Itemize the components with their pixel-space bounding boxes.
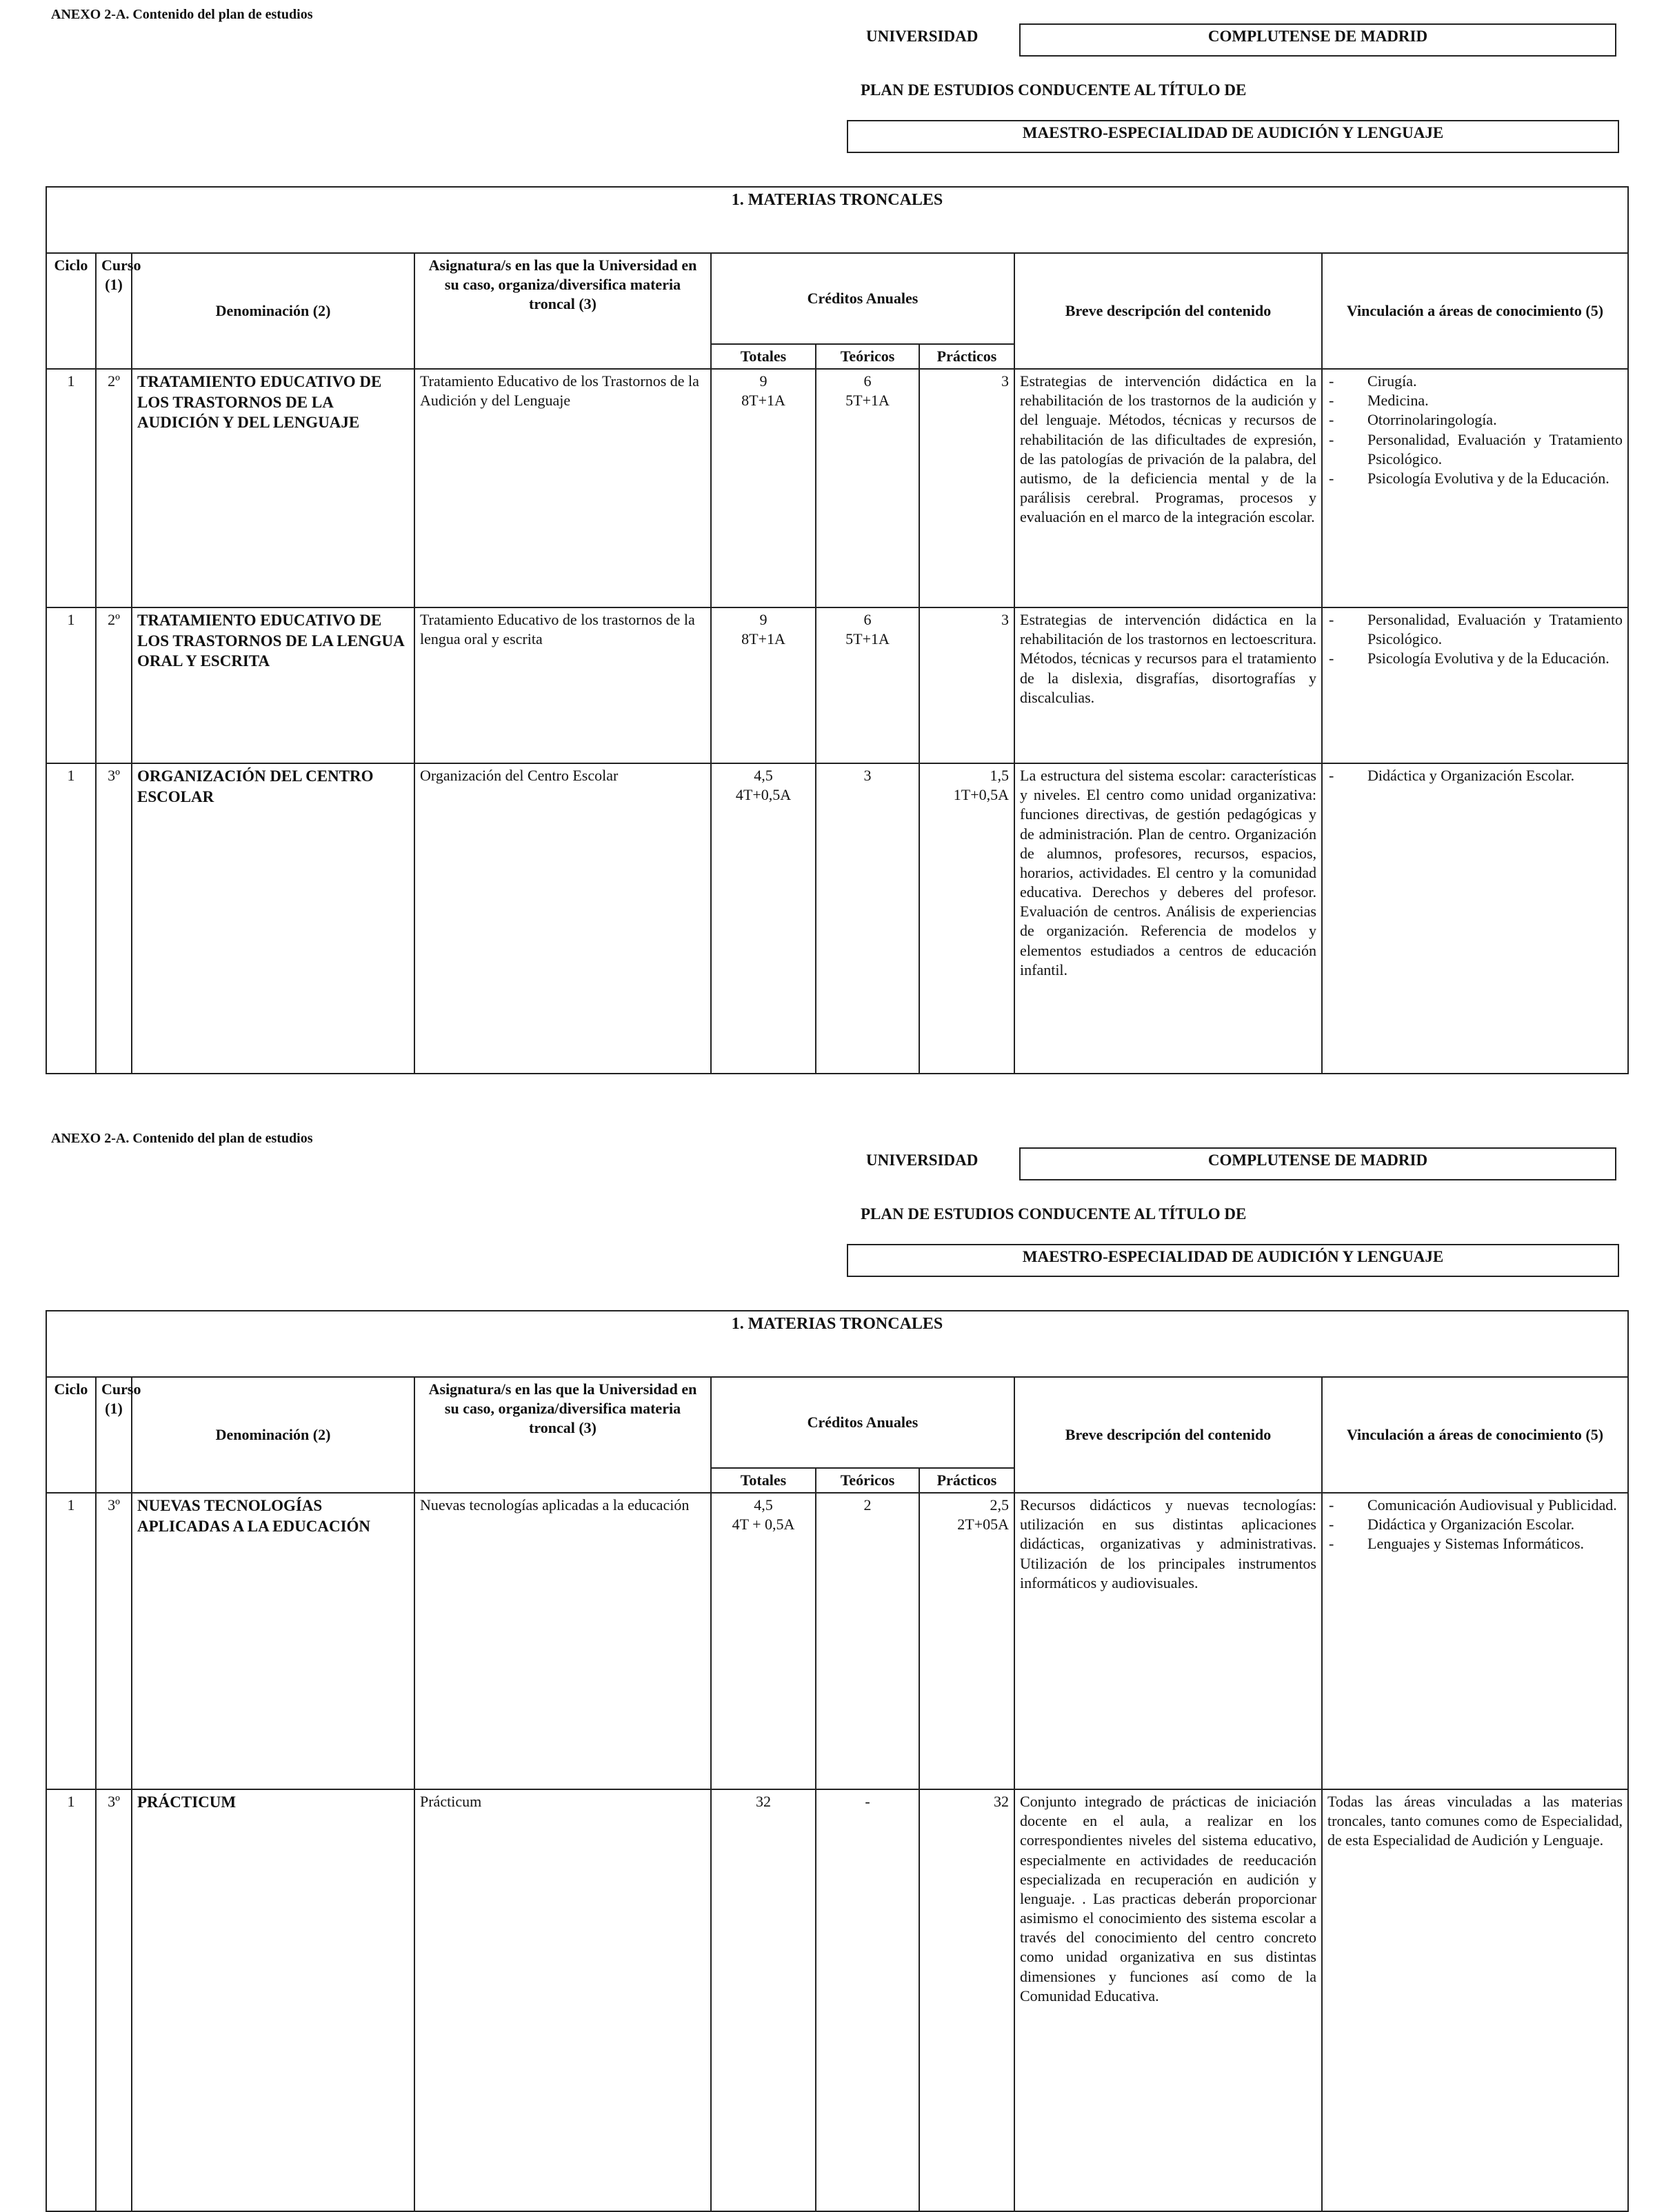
teoricos-value: 6	[863, 611, 872, 629]
university-box	[1019, 23, 1616, 57]
cell-ciclo: 1	[46, 763, 96, 1074]
cell-curso: 3º	[96, 1493, 132, 1789]
cell-denominacion: PRÁCTICUM	[132, 1789, 414, 2211]
materias-table	[46, 1310, 1629, 2212]
practicos-detail: 2T+05A	[957, 1516, 1009, 1534]
cell-curso: 2º	[96, 607, 132, 763]
teoricos-detail: 5T+1A	[845, 630, 890, 648]
teoricos-value: -	[865, 1793, 870, 1811]
totales-detail: 8T+1A	[741, 392, 785, 410]
plan-label: PLAN DE ESTUDIOS CONDUCENTE AL TÍTULO DE	[861, 81, 1247, 99]
totales-detail: 4T+0,5A	[735, 786, 792, 804]
practicos-detail: 1T+0,5A	[953, 786, 1009, 804]
area-item: - Personalidad, Evaluación y Tratamiento Psicológico.	[1327, 430, 1623, 469]
area-item: - Psicología Evolutiva y de la Educación.	[1327, 649, 1623, 668]
cell-totales	[711, 763, 816, 1074]
col-denominacion: Denominación (2)	[132, 253, 414, 369]
cell-curso: 2º	[96, 369, 132, 607]
cell-totales	[711, 369, 816, 607]
degree-box	[847, 120, 1619, 153]
page-1	[0, 0, 1655, 1076]
degree-name: MAESTRO-ESPECIALIDAD DE AUDICIÓN Y LENGUAJE	[1022, 124, 1444, 141]
cell-curso: 3º	[96, 1789, 132, 2211]
area-item: - Medicina.	[1327, 391, 1623, 410]
totales-detail: 8T+1A	[741, 630, 785, 648]
cell-practicos	[919, 1493, 1014, 1789]
teoricos-detail: 5T+1A	[845, 392, 890, 410]
degree-box	[847, 1244, 1619, 1277]
totales-value: 9	[759, 611, 768, 629]
annex-title: ANEXO 2-A. Contenido del plan de estudios	[51, 7, 313, 22]
cell-teoricos	[816, 369, 919, 607]
cell-vinculacion	[1322, 763, 1628, 1074]
area-item: - Psicología Evolutiva y de la Educación.	[1327, 469, 1623, 488]
annex-title: ANEXO 2-A. Contenido del plan de estudios	[51, 1131, 313, 1146]
degree-name: MAESTRO-ESPECIALIDAD DE AUDICIÓN Y LENGUAJE	[1022, 1248, 1444, 1265]
table-row	[46, 1789, 1628, 2211]
totales-value: 4,5	[754, 1496, 773, 1514]
cell-vinculacion	[1322, 1493, 1628, 1789]
table-row	[46, 1493, 1628, 1789]
cell-totales	[711, 1789, 816, 2211]
table-row	[46, 369, 1628, 607]
cell-asignatura: Tratamiento Educativo de los trastornos de la lengua oral y escrita	[414, 607, 711, 763]
cell-asignatura: Tratamiento Educativo de los Trastornos de la Audición y del Lenguaje	[414, 369, 711, 607]
practicos-value: 32	[994, 1793, 1009, 1811]
col-descripcion: Breve descripción del contenido	[1014, 253, 1322, 369]
practicos-value: 3	[1001, 611, 1009, 629]
col-creditos: Créditos Anuales	[711, 253, 1014, 344]
cell-ciclo: 1	[46, 607, 96, 763]
totales-value: 4,5	[754, 767, 773, 785]
col-curso: Curso (1)	[96, 253, 132, 369]
practicos-value: 2,5	[990, 1496, 1009, 1514]
totales-detail: 4T + 0,5A	[732, 1516, 795, 1534]
col-teoricos: Teóricos	[816, 344, 919, 369]
teoricos-value: 3	[863, 767, 872, 785]
cell-denominacion: ORGANIZACIÓN DEL CENTRO ESCOLAR	[132, 763, 414, 1074]
cell-denominacion: NUEVAS TECNOLOGÍAS APLICADAS A LA EDUCACIÓN	[132, 1493, 414, 1789]
col-practicos: Prácticos	[919, 344, 1014, 369]
practicos-value: 3	[1001, 372, 1009, 390]
section-title: 1. MATERIAS TRONCALES	[46, 1311, 1628, 1377]
cell-teoricos	[816, 1493, 919, 1789]
cell-practicos	[919, 369, 1014, 607]
cell-ciclo: 1	[46, 1789, 96, 2211]
cell-practicos	[919, 763, 1014, 1074]
cell-descripcion: Estrategias de intervención didáctica en la rehabilitación de los trastornos en lectoescritura. Métodos, técnicas y recursos para el tratamiento de la dislexia, disgrafías, disortografías y discalculias.	[1014, 607, 1322, 763]
cell-practicos	[919, 1789, 1014, 2211]
col-curso: Curso (1)	[96, 1377, 132, 1493]
totales-value: 32	[756, 1793, 771, 1811]
section-title: 1. MATERIAS TRONCALES	[46, 187, 1628, 253]
cell-vinculacion: Todas las áreas vinculadas a las materias troncales, tanto comunes como de Especialidad, de esta Especialidad de Audición y Lenguaje.	[1322, 1789, 1628, 2211]
cell-vinculacion	[1322, 369, 1628, 607]
cell-totales	[711, 1493, 816, 1789]
col-asignaturas: Asignatura/s en las que la Universidad en su caso, organiza/diversifica materia troncal (3)	[414, 1377, 711, 1493]
area-list	[1327, 1496, 1623, 1554]
col-teoricos: Teóricos	[816, 1468, 919, 1493]
university-label: UNIVERSIDAD	[866, 1152, 979, 1169]
col-vinculacion: Vinculación a áreas de conocimiento (5)	[1322, 1377, 1628, 1493]
teoricos-value: 2	[863, 1496, 872, 1514]
cell-asignatura: Nuevas tecnologías aplicadas a la educación	[414, 1493, 711, 1789]
practicos-value: 1,5	[990, 767, 1009, 785]
col-totales: Totales	[711, 1468, 816, 1493]
area-item: - Didáctica y Organización Escolar.	[1327, 1515, 1623, 1534]
col-ciclo: Ciclo	[46, 1377, 96, 1493]
area-item: - Lenguajes y Sistemas Informáticos.	[1327, 1534, 1623, 1554]
cell-vinculacion	[1322, 607, 1628, 763]
cell-descripcion: La estructura del sistema escolar: características y niveles. El centro como unidad organizativa: funciones directivas, de gestión pedagógicas y de administración. Plan de centro. Organización de alumnos, profesores, recursos, espacios, horarios, actividades. El centro y la comunidad educativa. Derechos y deberes del profesor. Evaluación de centros. Análisis de experiencias de organización. Referencia de modelos y elementos estudiados a centros de educación infantil.	[1014, 763, 1322, 1074]
area-item: - Otorrinolaringología.	[1327, 410, 1623, 430]
col-denominacion: Denominación (2)	[132, 1377, 414, 1493]
plan-label: PLAN DE ESTUDIOS CONDUCENTE AL TÍTULO DE	[861, 1205, 1247, 1223]
col-creditos: Créditos Anuales	[711, 1377, 1014, 1468]
university-name: COMPLUTENSE DE MADRID	[1207, 1152, 1428, 1169]
cell-asignatura: Organización del Centro Escolar	[414, 763, 711, 1074]
cell-curso: 3º	[96, 763, 132, 1074]
col-descripcion: Breve descripción del contenido	[1014, 1377, 1322, 1493]
cell-ciclo: 1	[46, 1493, 96, 1789]
area-list	[1327, 372, 1623, 488]
cell-asignatura: Prácticum	[414, 1789, 711, 2211]
cell-teoricos	[816, 607, 919, 763]
cell-ciclo: 1	[46, 369, 96, 607]
col-asignaturas: Asignatura/s en las que la Universidad en su caso, organiza/diversifica materia troncal (3)	[414, 253, 711, 369]
area-list	[1327, 766, 1623, 785]
cell-totales	[711, 607, 816, 763]
cell-descripcion: Estrategias de intervención didáctica en la rehabilitación de los trastornos de la audición y del lenguaje. Métodos, técnicas y recursos de rehabilitación de las dificultades de expresión, de las patologías de privación de la palabra, del autismo, de la deficiencia mental y de la parálisis cerebral. Programas, procesos y evaluación en el marco de la integración escolar.	[1014, 369, 1322, 607]
area-item: - Cirugía.	[1327, 372, 1623, 391]
col-vinculacion: Vinculación a áreas de conocimiento (5)	[1322, 253, 1628, 369]
cell-teoricos	[816, 763, 919, 1074]
col-totales: Totales	[711, 344, 816, 369]
cell-practicos	[919, 607, 1014, 763]
col-practicos: Prácticos	[919, 1468, 1014, 1493]
cell-denominacion: TRATAMIENTO EDUCATIVO DE LOS TRASTORNOS DE LA AUDICIÓN Y DEL LENGUAJE	[132, 369, 414, 607]
university-name: COMPLUTENSE DE MADRID	[1207, 28, 1428, 45]
university-label: UNIVERSIDAD	[866, 28, 979, 45]
totales-value: 9	[759, 372, 768, 390]
cell-descripcion: Recursos didácticos y nuevas tecnologías: utilización en sus distintas aplicaciones didácticas, organizativas y administrativas. Utilización de los principales instrumentos informáticos y audiovisuales.	[1014, 1493, 1322, 1789]
page-2	[0, 1124, 1655, 2209]
teoricos-value: 6	[863, 372, 872, 390]
table-row	[46, 763, 1628, 1074]
table-row	[46, 607, 1628, 763]
cell-denominacion: TRATAMIENTO EDUCATIVO DE LOS TRASTORNOS DE LA LENGUA ORAL Y ESCRITA	[132, 607, 414, 763]
area-list	[1327, 610, 1623, 668]
cell-descripcion: Conjunto integrado de prácticas de iniciación docente en el aula, a realizar en los correspondientes niveles del sistema educativo, especialmente en actividades de reeducación especializada en recuperación en audición y lenguaje. . Las practicas deberán proporcionar asimismo el conocimiento des sistema escolar a través del conocimiento del centro concreto como unidad organizativa en sus distintas dimensiones y funciones así como de la Comunidad Educativa.	[1014, 1789, 1322, 2211]
cell-teoricos	[816, 1789, 919, 2211]
area-item: - Comunicación Audiovisual y Publicidad.	[1327, 1496, 1623, 1515]
university-box	[1019, 1147, 1616, 1180]
area-item: - Personalidad, Evaluación y Tratamiento Psicológico.	[1327, 610, 1623, 649]
area-item: - Didáctica y Organización Escolar.	[1327, 766, 1623, 785]
materias-table	[46, 186, 1629, 1074]
col-ciclo: Ciclo	[46, 253, 96, 369]
